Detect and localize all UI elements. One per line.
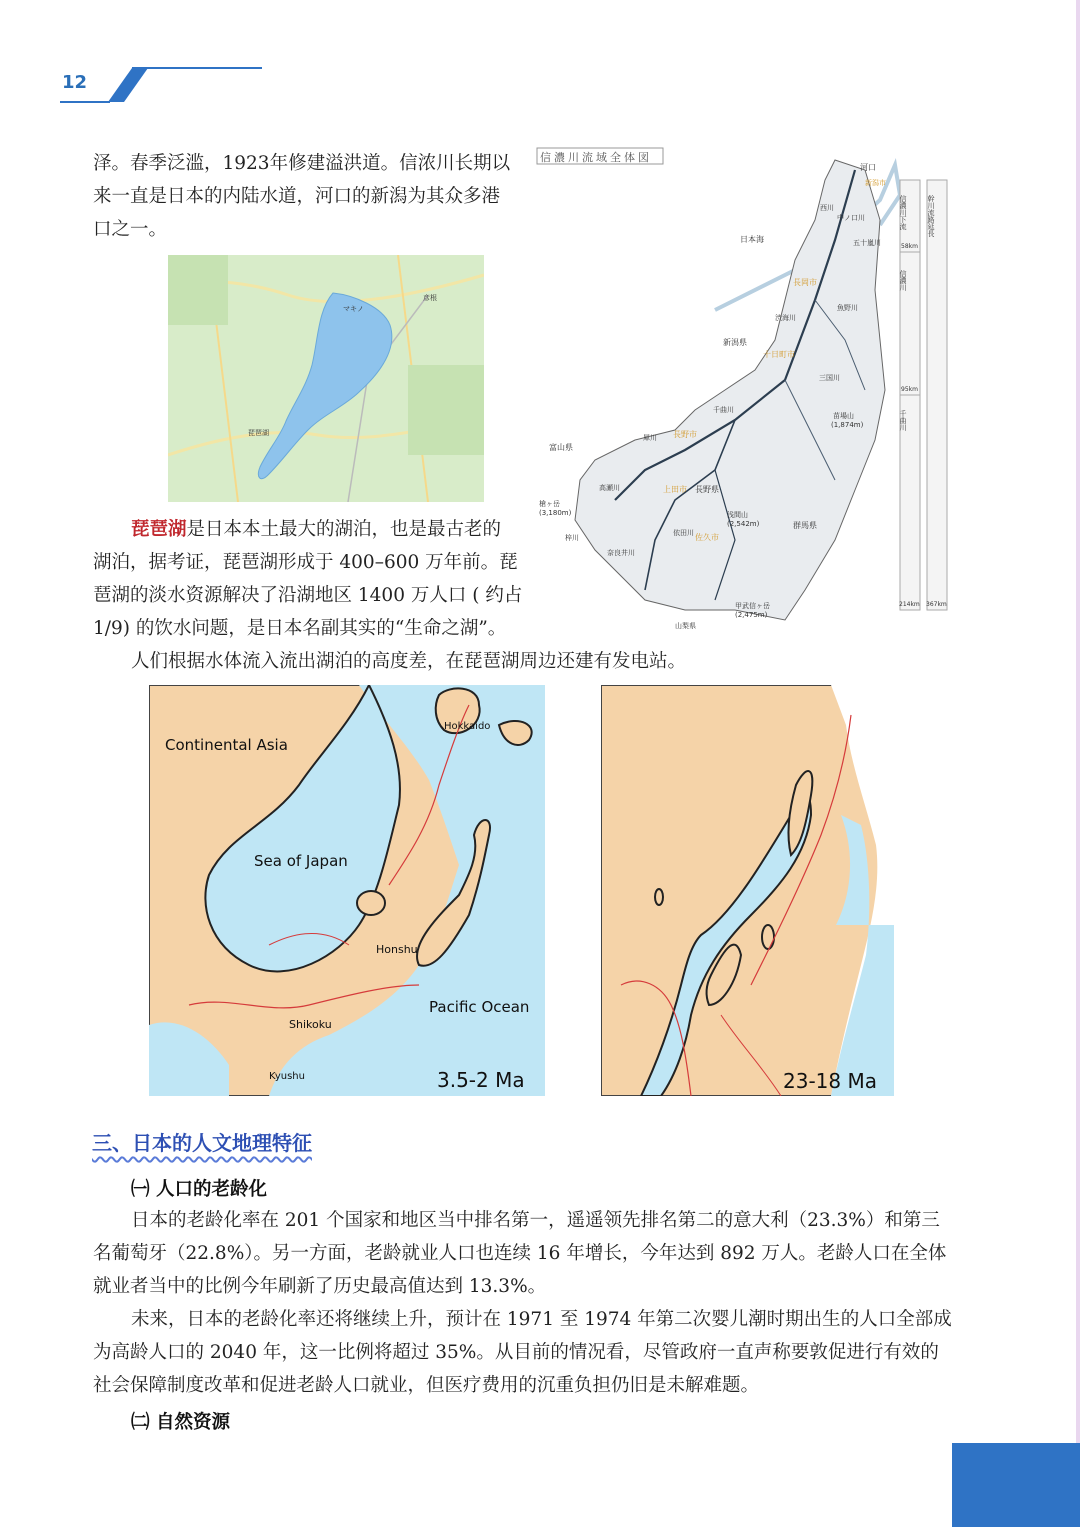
river-label: 高瀬川: [599, 484, 620, 492]
paragraph-aging-1: [93, 1204, 963, 1303]
scale-bar-label: 信濃川: [899, 270, 907, 291]
text-line: 琶湖的淡水资源解决了沿湖地区 1400 万人口 ( 约占: [93, 585, 523, 606]
scale-bar-label: 千曲川: [899, 410, 907, 431]
paragraph-aging-2: [93, 1303, 963, 1402]
river-label: 犀川: [643, 434, 657, 442]
map-label: 槍ヶ岳: [539, 500, 560, 508]
map-label: 甲武信ヶ岳: [735, 602, 770, 610]
header-decoration: [0, 0, 300, 120]
map-label: Honshu: [376, 943, 418, 956]
section-heading: 三、日本的人文地理特征: [92, 1131, 312, 1155]
scale-bar-label: 信濃川下流: [899, 195, 907, 230]
map-label: 山梨県: [675, 622, 696, 630]
river-label: 中ノ口川: [837, 214, 865, 222]
map-label: Pacific Ocean: [429, 998, 530, 1016]
map-label: Sea of Japan: [254, 852, 348, 870]
river-label: 梓川: [565, 534, 579, 542]
map-age-label: 3.5-2 Ma: [437, 1068, 525, 1092]
map-label: 苗場山: [833, 412, 854, 420]
map-label: 十日町市: [763, 350, 795, 359]
map-label: 新潟県: [723, 338, 747, 347]
map-label: (2,542m): [727, 520, 760, 528]
map-label: 新潟市: [865, 179, 886, 187]
paragraph-power-station: 人们根据水体流入流出湖泊的高度差，在琵琶湖周边还建有发电站。: [131, 651, 687, 672]
map-label: (1,874m): [831, 421, 864, 429]
map-label: Hokkaido: [444, 721, 491, 732]
text-line: 1/9) 的饮水问题，是日本名副其实的“生命之湖”。: [93, 618, 507, 639]
distance-label: 95km: [901, 386, 918, 393]
map-label: 佐久市: [695, 533, 719, 542]
map-label: 長野県: [695, 485, 719, 494]
river-label: 千曲川: [713, 406, 734, 414]
scale-bar-label: 幹川流路延長: [927, 195, 935, 237]
map-label: 富山県: [549, 443, 573, 452]
subsection-heading-aging: ㈠ 人口的老龄化: [131, 1179, 267, 1200]
distance-label: 214km: [899, 601, 920, 608]
map-label: 上田市: [663, 485, 687, 494]
map-label: 琵琶湖: [248, 429, 269, 437]
geologic-map-3-5-2ma: [149, 685, 545, 1096]
map-label: (2,475m): [735, 611, 768, 619]
text-line: 未来，日本的老龄化率还将继续上升，预计在 1971 至 1974 年第二次婴儿潮时期出生的人口全部成: [131, 1309, 952, 1330]
text-line: 为高龄人口的 2040 年，这一比例将超过 35%。从目前的情况看，尽管政府一直声称要敦促进行有效的: [93, 1342, 939, 1363]
map-label: Continental Asia: [165, 736, 288, 754]
map-age-label: 23-18 Ma: [783, 1069, 877, 1093]
map-label: 河口: [860, 163, 876, 172]
map-label: 浅間山: [727, 511, 748, 519]
corner-block: [952, 1443, 1080, 1527]
river-label: 渋海川: [775, 314, 796, 322]
distance-label: 58km: [901, 243, 918, 250]
paragraph-biwa: [93, 513, 533, 645]
text-line: 社会保障制度改革和促进老龄人口就业，但医疗费用的沉重负担仍旧是未解难题。: [93, 1375, 760, 1396]
text-line: 口之一。: [93, 219, 168, 240]
text-line: 名葡萄牙（22.8%）。另一方面，老龄就业人口也连续 16 年增长，今年达到 892 万人。老龄人口在全体: [93, 1243, 947, 1264]
geologic-map-23-18ma: [601, 685, 894, 1096]
text-line: 就业者当中的比例今年刷新了历史最高值达到 13.3%。: [93, 1276, 547, 1297]
text-line: 泽。春季泛滥，1923年修建溢洪道。信浓川长期以: [93, 153, 511, 174]
map-label: 日本海: [740, 235, 764, 244]
map-label: 彦根: [423, 294, 437, 302]
map-label: マキノ: [343, 305, 364, 313]
lake-biwa-map: [168, 255, 484, 502]
subsection-heading-resources: ㈡ 自然资源: [131, 1412, 230, 1433]
river-label: 魚野川: [837, 304, 858, 312]
text-span: 是日本本土最大的湖泊，也是最古老的: [186, 519, 502, 540]
river-label: 奈良井川: [607, 549, 635, 557]
river-label: 三国川: [819, 374, 840, 382]
river-label: 西川: [820, 204, 834, 212]
paragraph-shinano: [93, 147, 533, 246]
map-label: 長野市: [673, 430, 697, 439]
map-label: 群馬県: [793, 521, 817, 530]
map-label: 長岡市: [793, 278, 817, 287]
biwa-lake-name: 琵琶湖: [131, 519, 187, 540]
shinano-river-basin-map: [535, 140, 955, 632]
text-line: 湖泊，据考证，琵琶湖形成于 400–600 万年前。琵: [93, 552, 518, 573]
map-label: Shikoku: [289, 1018, 332, 1031]
map-label: (3,180m): [539, 509, 572, 517]
distance-label: 367km: [926, 601, 947, 608]
page-number: 12: [62, 72, 88, 93]
text-line: [93, 513, 533, 546]
map-label: Kyushu: [269, 1071, 305, 1082]
river-label: 五十嵐川: [853, 239, 881, 247]
river-label: 依田川: [673, 529, 694, 537]
river-map-title: 信濃川流域全体図: [540, 151, 652, 164]
page-edge-stripe: [1076, 0, 1080, 1527]
text-line: 日本的老龄化率在 201 个国家和地区当中排名第一，遥遥领先排名第二的意大利（23.3%）和第三: [131, 1210, 940, 1231]
text-line: 来一直是日本的内陆水道，河口的新潟为其众多港: [93, 186, 501, 207]
